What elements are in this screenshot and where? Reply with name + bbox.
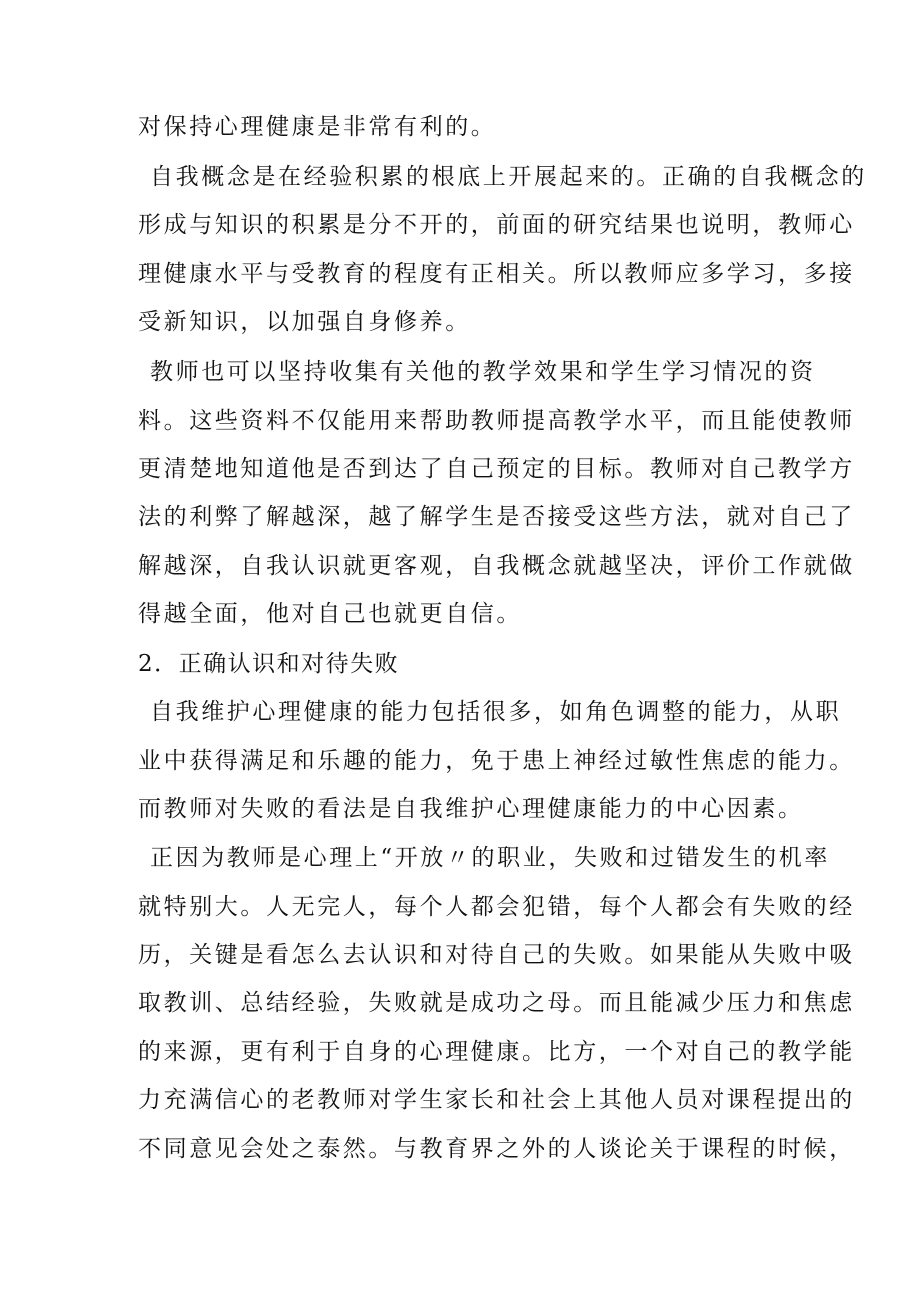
paragraph-3-line-1: 教师也可以坚持收集有关他的教学效果和学生学习情况的资: [150, 359, 816, 385]
paragraph-4-line-2: 业中获得满足和乐趣的能力，免于患上神经过敏性焦虑的能力。: [138, 748, 855, 774]
section-heading: 2．正确认识和对待失败: [138, 651, 400, 677]
paragraph-5-line-5: 的来源，更有利于自身的心理健康。比方，一个对自己的教学能: [138, 1039, 855, 1065]
paragraph-5-line-4: 取教训、总结经验，失败就是成功之母。而且能减少压力和焦虑: [138, 990, 855, 1016]
paragraph-2-line-2: 形成与知识的积累是分不开的，前面的研究结果也说明，教师心: [138, 212, 855, 238]
paragraph-3-line-4: 法的利弊了解越深，越了解学生是否接受这些方法，就对自己了: [138, 504, 855, 530]
paragraph-3-line-5: 解越深，自我认识就更客观，自我概念就越坚决，评价工作就做: [138, 553, 855, 579]
paragraph-2-line-4: 受新知识，以加强自身修养。: [138, 309, 471, 335]
paragraph-4-line-3: 而教师对失败的看法是自我维护心理健康能力的中心因素。: [138, 796, 804, 822]
paragraph-3-line-6: 得越全面，他对自己也就更自信。: [138, 601, 522, 627]
paragraph-5-line-7: 不同意见会处之泰然。与教育界之外的人谈论关于课程的时候，: [138, 1136, 855, 1162]
paragraph-5-line-1: 正因为教师是心理上“开放〃的职业，失败和过错发生的机率: [150, 845, 830, 871]
paragraph-1-line-1: 对保持心理健康是非常有利的。: [138, 114, 497, 140]
paragraph-2-line-3: 理健康水平与受教育的程度有正相关。所以教师应多学习，多接: [138, 261, 855, 287]
paragraph-2-line-1: 自我概念是在经验积累的根底上开展起来的。正确的自我概念的: [150, 164, 867, 190]
paragraph-5-line-3: 历，关键是看怎么去认识和对待自己的失败。如果能从失败中吸: [138, 942, 855, 968]
paragraph-5-line-2: 就特别大。人无完人，每个人都会犯错，每个人都会有失败的经: [138, 894, 855, 920]
paragraph-3-line-3: 更清楚地知道他是否到达了自己预定的目标。教师对自己教学方: [138, 456, 855, 482]
paragraph-5-line-6: 力充满信心的老教师对学生家长和社会上其他人员对课程提出的: [138, 1087, 855, 1113]
paragraph-4-line-1: 自我维护心理健康的能力包括很多，如角色调整的能力，从职: [150, 699, 842, 725]
paragraph-3-line-2: 料。这些资料不仅能用来帮助教师提高教学水平，而且能使教师: [138, 408, 855, 434]
